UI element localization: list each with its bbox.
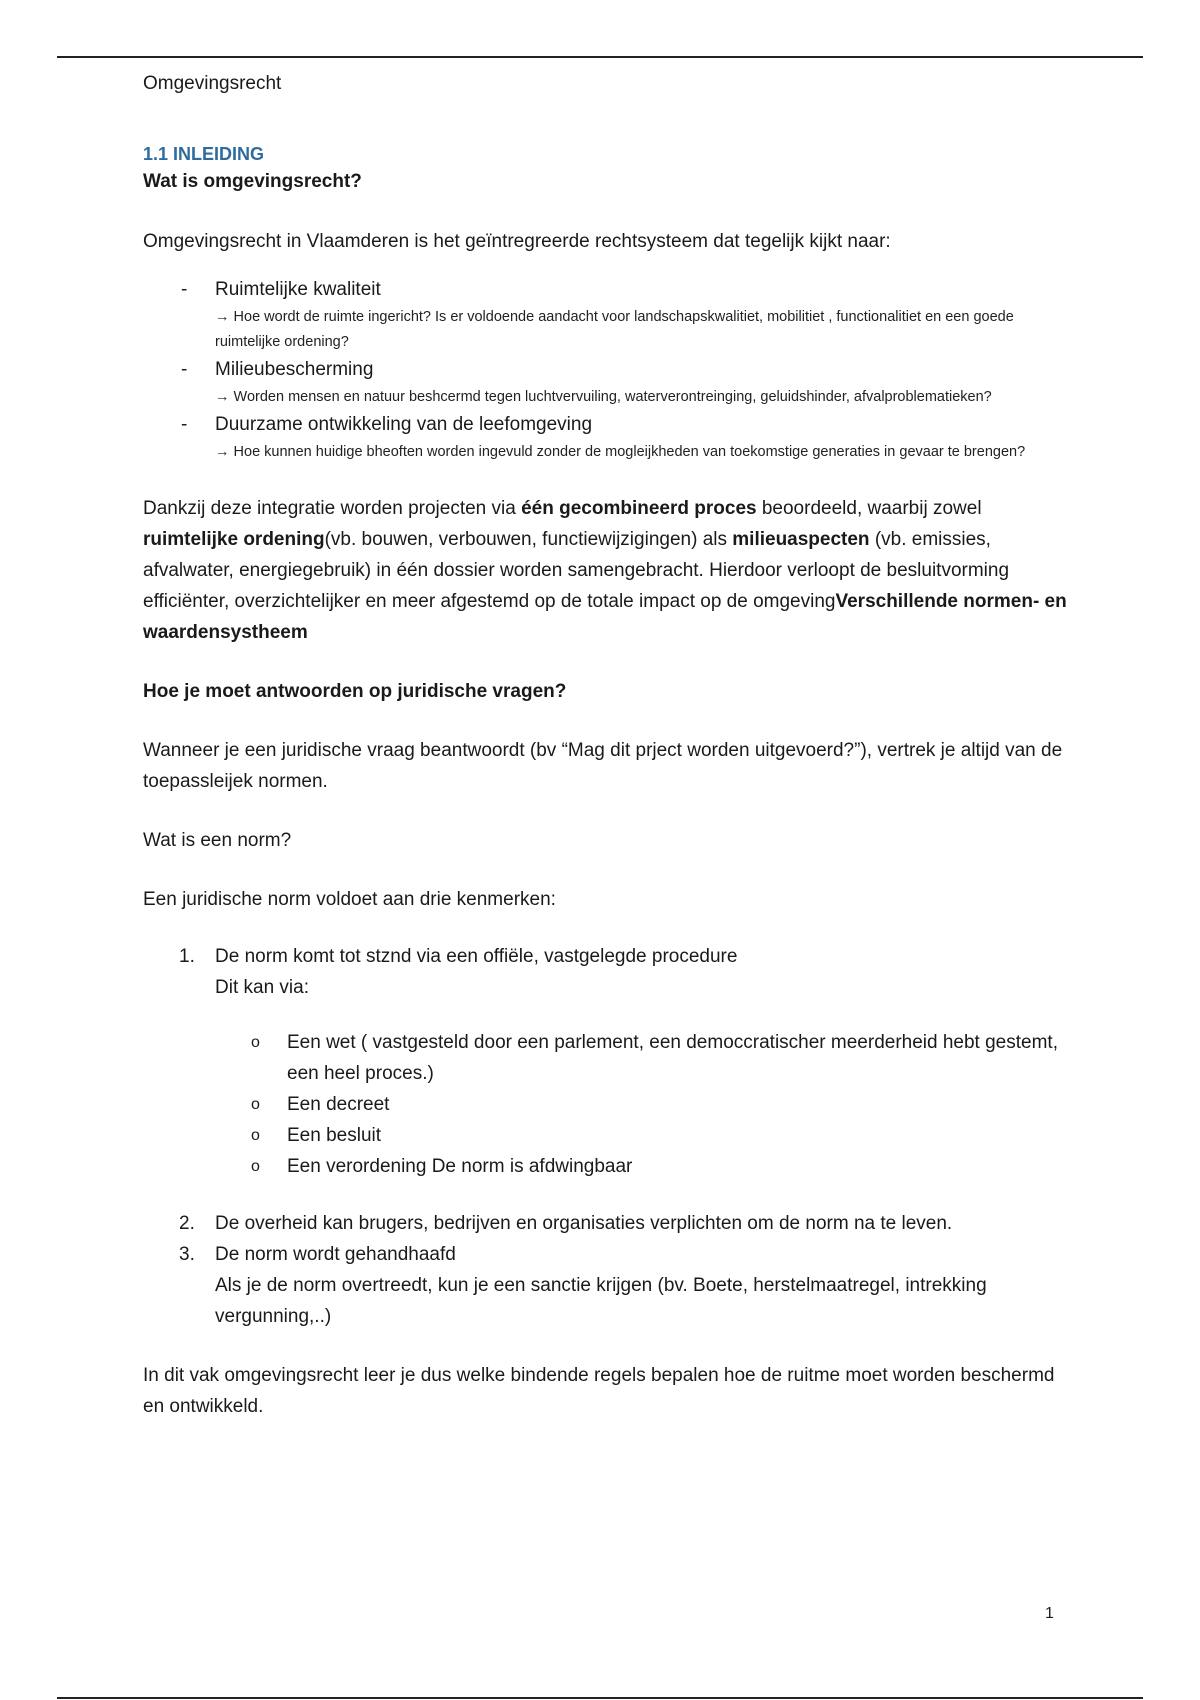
dash-marker: - (181, 359, 188, 380)
dash-marker: - (181, 279, 188, 300)
source-text: Een verordening De norm is afdwingbaar (287, 1156, 633, 1177)
criterion-subtext: Als je de norm overtreedt, kun je een sanctie krijgen (bv. Boete, herstelmaatregel, intrekking vergunning,..) (215, 1275, 987, 1327)
list-item (143, 355, 1073, 410)
criterion-text: De overheid kan brugers, bedrijven en organisaties verplichten om de norm na te leven. (215, 1213, 953, 1234)
list-item (215, 1151, 1073, 1182)
source-text: Een wet ( vastgesteld door een parlement, een democcratischer meerderheid hebt gestemt, een heel proces.) (287, 1032, 1058, 1084)
aspects-list (143, 275, 1073, 465)
dash-marker: - (181, 414, 188, 435)
aspect-note: → Hoe kunnen huidige bheoften worden ingevuld zonder de mogleijkheden van toekomstige generaties in gevaar te brengen? (215, 444, 1026, 460)
source-text: Een decreet (287, 1094, 390, 1115)
list-item (215, 1027, 1073, 1089)
number-marker: 3. (179, 1244, 195, 1265)
list-item (215, 1120, 1073, 1151)
section-subheading: Wat is omgevingsrecht? (143, 171, 362, 192)
circle-bullet-icon: o (251, 1127, 260, 1144)
list-item (143, 275, 1073, 355)
running-header: Omgevingsrecht (143, 73, 282, 94)
integration-text: (vb. emissies, afvalwater, energiegebruik) in één dossier worden samengebracht. Hierdoor verloopt de besluitvorming efficiënter, overzichtelijker en meer afgestemd op de totale impact op de omgeving (143, 529, 1010, 612)
number-marker: 1. (179, 946, 195, 967)
list-item (215, 1089, 1073, 1120)
question-heading-text: Hoe je moet antwoorden op juridische vragen? (143, 681, 567, 702)
integration-text: beoordeeld, waarbij zowel (756, 498, 982, 519)
circle-bullet-icon: o (251, 1096, 260, 1113)
page-number: 1 (1045, 1605, 1054, 1622)
integration-text: Dankzij deze integratie worden projecten via (143, 498, 522, 519)
criterion-text: De norm komt tot stznd via een offiële, vastgelegde procedure (215, 946, 738, 967)
integration-bold: één gecombineerd proces (521, 498, 757, 519)
question-heading (143, 676, 1073, 707)
list-item (143, 1239, 1073, 1332)
aspect-title: Milieubescherming (215, 359, 374, 380)
intro-paragraph: Omgevingsrecht in Vlaamderen is het geïntregreerde rechtsysteem dat tegelijk kijkt naar: (143, 231, 891, 252)
section-heading: 1.1 INLEIDING (143, 144, 265, 164)
footer-rule (57, 1697, 1143, 1699)
criteria-list (143, 941, 1073, 1332)
aspect-note: → Hoe wordt de ruimte ingericht? Is er voldoende aandacht voor landschapskwalitiet, mobilitiet , functionalitiet en een goede ruimtelijke ordening? (215, 309, 1014, 350)
document-page (143, 70, 1073, 1422)
integration-paragraph (143, 493, 1073, 648)
header-rule (57, 56, 1143, 58)
list-item (143, 1208, 1073, 1239)
aspect-note: → Worden mensen en natuur beshcermd tegen luchtvervuiling, waterverontreinging, geluidshinder, afvalproblematieken? (215, 389, 992, 405)
norm-question: Wat is een norm? (143, 830, 292, 851)
norm-intro: Een juridische norm voldoet aan drie kenmerken: (143, 889, 556, 910)
list-item (143, 941, 1073, 1182)
list-item (143, 410, 1073, 465)
circle-bullet-icon: o (251, 1034, 260, 1051)
circle-bullet-icon: o (251, 1158, 260, 1175)
integration-bold: ruimtelijke ordening (143, 529, 325, 550)
question-paragraph: Wanneer je een juridische vraag beantwoordt (bv “Mag dit prject worden uitgevoerd?”), vertrek je altijd van de toepassleijek normen. (143, 740, 1063, 792)
criterion-subtext: Dit kan via: (215, 977, 309, 998)
aspect-title: Duurzame ontwikkeling van de leefomgeving (215, 414, 593, 435)
sources-list (215, 1027, 1073, 1182)
conclusion-paragraph: In dit vak omgevingsrecht leer je dus welke bindende regels bepalen hoe de ruitme moet worden beschermd en ontwikkeld. (143, 1365, 1055, 1417)
criterion-text: De norm wordt gehandhaafd (215, 1244, 456, 1265)
integration-bold: Verschillende normen- en waardensystheem (143, 591, 1067, 643)
source-text: Een besluit (287, 1125, 382, 1146)
integration-text: (vb. bouwen, verbouwen, functiewijzigingen) als (324, 529, 733, 550)
aspect-title: Ruimtelijke kwaliteit (215, 279, 381, 300)
number-marker: 2. (179, 1213, 195, 1234)
integration-bold: milieuaspecten (732, 529, 870, 550)
